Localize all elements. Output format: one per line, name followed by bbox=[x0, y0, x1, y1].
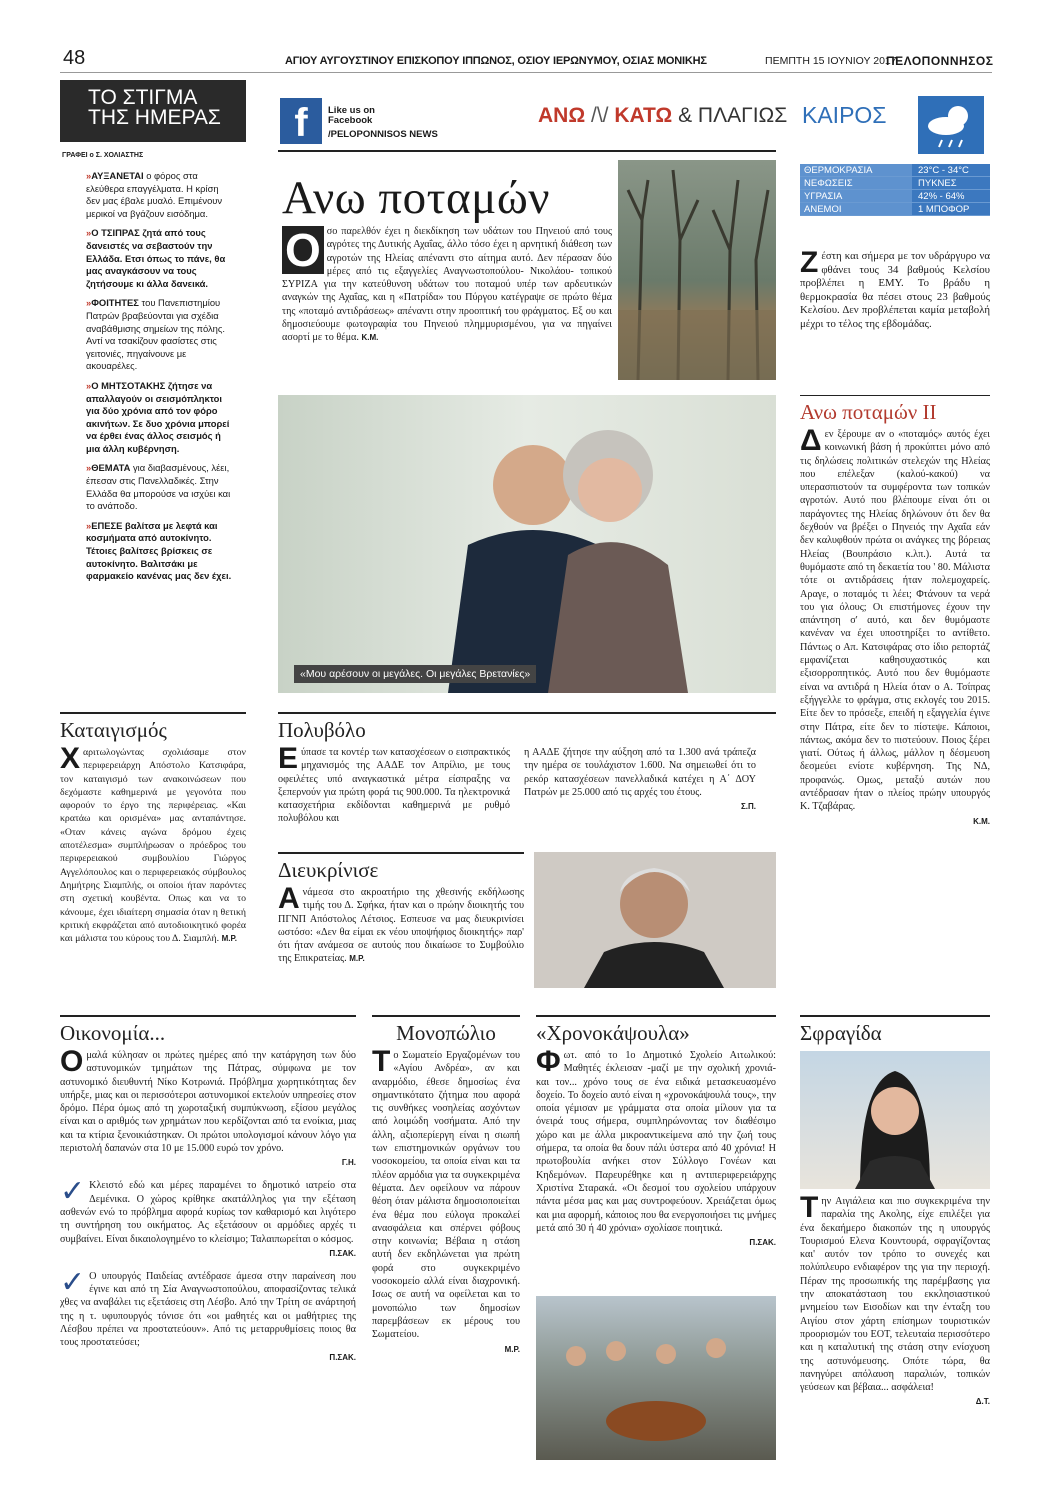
weather-title: ΚΑΙΡΟΣ bbox=[802, 102, 887, 128]
stigma-item-text: βαλίτσα με λεφτά και κοσμήματα από αυτοκίνητο. Τέτοιες βαλίτσες βρίσκεις σε αυτοκίνητο. Βαλιτσάκι με φαρμακείο κανένας μας δεν έχει. bbox=[86, 519, 232, 582]
weather-value: 1 ΜΠΟΦΟΡ bbox=[918, 204, 970, 215]
stigma-item-text: του Πανεπιστημίου Πατρών βραβεύονται για σχέδια αναβάθμισης σημείων της πόλης. Αντί να τσακίζουν φασίστες στις γειτονιές, πηγαίνουνε με ακουαρέλες. bbox=[86, 297, 226, 372]
stigma-item-lead: Ο ΜΗΤΣΟΤΑΚΗΣ bbox=[91, 379, 166, 391]
weather-label: ΥΓΡΑΣΙΑ bbox=[800, 190, 912, 202]
polyvolo-text-1: ύπασε τα κοντέρ των κατασχέσεων ο εισπρακτικός μηχανισμός της ΑΑΔΕ τον Απρίλιο, με τους οφειλέτες υπό αναγκαστικά μέτρα είσπραξης να ξεπερνούν για πρώτη φορά τις 900.000. Τα ηλεκτρονικά κατασχετήρια εκδίδονται καθημερινά με ρυθμό πολυβόλου και bbox=[278, 747, 510, 825]
arrow-icon: » bbox=[86, 519, 92, 531]
main-article bbox=[282, 225, 612, 345]
stigma-item-text: για διαβασμένους, λέει, έπεσαν στις Πανελλαδικές. Στην Ελλάδα θα μπορούσε να ισχύει και το ανάποδο. bbox=[86, 462, 231, 512]
weather-row bbox=[800, 164, 990, 177]
stigma-item-lead: ΑΥΞΑΝΕΤΑΙ bbox=[91, 170, 144, 181]
kataigismos-text: αριτωλογώντας σχολιάσαμε στον περιφερειάρχη Απόστολο Κατσιφάρα, τον καταιγισμό των ανακοινώσεων που δεχόμαστε καθημερινά με γεγονότα που αφορούν το έργο της περιφέρειας. «Και κρατάω και ορισμένα» μας ανταπάντησε. «Οταν κάνεις αγώνα δρόμου έχεις αποτέλεσμα» συμπλήρωσαν ο πρόεδρος του περιφερειακού συμβουλίου Γιώργος Αγγελόπουλος και ο περιφερειακός σύμβουλος Δημήτρης Σιαμπλής, οι οποίοι ήταν παρόντες στη σχετική κουβέντα. Οπως και να το κάνουμε, έχει ιδιαίτερη σημασία όταν η θετική κριτική εκφράζεται από αυτοδιοικητικό φορέα και μάλιστα του κύρους του Δ. Σιαμπλή. bbox=[60, 747, 246, 945]
main-headline: Ανω ποταμών bbox=[282, 172, 551, 224]
oikonomia-comment-2: Ο υπουργός Παιδείας αντέδρασε άμεσα στην παραίνεση που έγινε και από τη Σία Αναγνωστοπούλου, αποφασίζοντας τελικά χθες να αναβάλει τις εξετάσεις στη Λέσβο. Από την Τρίτη σε ανάρτησή της η τ. υφυπουργός τόνισε ότι «οι μαθητές και οι μαθήτριες της Λέσβου πρέπει να προστατεύουν». Από τις μεταρρυθμίσεις ποιος θα τους προστατεύσει; bbox=[60, 1270, 356, 1349]
stigma-item-text: ζήτησε να απαλλαγούν οι σεισμόπληκτοι για δύο χρόνια από τον φόρο ακινήτων. Σε δυο χρόνια μπορεί να έρθει ένας άλλος σεισμός ή μια άλλη κυβέρνηση. bbox=[86, 379, 230, 454]
oikonomia-dropcap: Ο bbox=[60, 1045, 84, 1078]
oikonomia-title: Οικονομία... bbox=[60, 1015, 356, 1045]
oikonomia-comment-1: Κλειστό εδώ και μέρες παραμένει το δημοτικό ιατρείο στα Δεμένικα. Ο χώρος κρίθηκε ακατάλληλος για την εξέταση ασθενών ενώ το πρόβλημα αφορά κυρίως τον καθαρισμό και λιγότερο τη συντήρηση του οικήματος. Ας εξετάσουν οι αρμόδιες αρχές τι συμβαίνει. Είναι δικαιολογημένο το κλείσιμο; Ταλαιπωρείται ο κόσμος. bbox=[60, 1180, 356, 1245]
diefkrinise-text: νάμεσα στο ακροατήριο της χθεσινής εκδήλωσης τιμής του Δ. Σφήκα, ήταν και ο πρώην διοικητής του ΠΓΝΠ Απόστολος Λέτσιος. Εσπευσε να μας διευκρινίσει ωστόσο: «Δεν θα είμαι εκ νέου υποψήφιος διοικητής» παρ' ότι ήταν ανάμεσα σε αυτούς που δικαίωσε το Συμβούλιο της Επικρατείας. bbox=[278, 887, 524, 965]
ano-word: ΑΝΩ bbox=[538, 104, 586, 127]
facebook-promo[interactable] bbox=[328, 106, 438, 140]
sfragida-signature: Δ.Τ. bbox=[975, 1397, 990, 1407]
arrow-icon: » bbox=[86, 379, 92, 391]
stigma-item bbox=[86, 380, 234, 456]
chronokapsoula-dropcap: Φ bbox=[536, 1045, 561, 1078]
sfragida-dropcap: Τ bbox=[800, 1191, 819, 1224]
stigma-item-text: ζητά από τους δανειστές να σεβαστούν την Ελλάδα. Ετσι όπως το πάνε, θα μας αναγκάσουν να τους ζητήσουμε κι άλλα δανεικά. bbox=[86, 227, 226, 289]
weather-row bbox=[800, 177, 990, 190]
arrow-icon: » bbox=[86, 462, 92, 474]
flood-photo bbox=[618, 160, 776, 380]
weather-table bbox=[800, 164, 990, 216]
stigma-item-lead: ΘΕΜΑΤΑ bbox=[91, 462, 131, 474]
weather-header bbox=[800, 100, 990, 156]
oikonomia-comment-2-signature: Π.ΣΑΚ. bbox=[329, 1352, 356, 1362]
facebook-icon[interactable]: f bbox=[280, 98, 322, 144]
diefkrinise-article bbox=[278, 852, 524, 966]
facebook-like-text: Like us on bbox=[328, 105, 375, 116]
weather-value: ΠΥΚΝΕΣ bbox=[918, 178, 957, 189]
sfragida-title: Σφραγίδα bbox=[800, 1015, 990, 1045]
chronokapsoula-text: ωτ. από το 1ο Δημοτικό Σχολείο Αιτωλικού: Μαθητές έκλεισαν -μαζί με την σχολική χρονιά- και τον... χρόνο τους σε ένα ειδικά μετασκευασμένο δοχείο. Το δοχείο αυτό είναι η «χρονοκάψουλά τους», την οποία γέμισαν με γράμματα στα οποία μίλουν για τα όνειρά τους σήμερα, συμπληρώνοντας τον διαθέσιμο χώρο και με άλλα μικροαντικείμενα από την ζωή τους σήμερα, τα οποία θα δουν πάλι ύστερα από 40 χρόνια! Η πρωτοβουλία ανήκει στον Σύλλογο Γονέων και Κηδεμόνων. Παρευρέθηκε και η αντιπεριφερειάρχης Χριστίνα Σταρακά. «Οι δεσμοί του σχολείου υπάρχουν πάντα μέσα μας και μας συντροφεύουν. Χρειάζεται όμως και μια αφορμή, κάποιος που θα ενεργοποιήσει τις μνήμες μετά από 30 ή 40 χρόνια» σχολίασε ποιητικά. bbox=[536, 1050, 776, 1234]
monopolio-article bbox=[372, 1015, 520, 1354]
ano2-article bbox=[800, 395, 990, 826]
weather-label: ΘΕΡΜΟΚΡΑΣΙΑ bbox=[800, 164, 912, 176]
facebook-label: Facebook bbox=[328, 115, 373, 126]
arrow-icon: » bbox=[86, 297, 92, 309]
stigma-item-lead: ΦΟΙΤΗΤΕΣ bbox=[91, 297, 139, 309]
stigma-title-2: ΤΗΣ ΗΜΕΡΑΣ bbox=[88, 106, 221, 129]
diefkrinise-signature: Μ.Ρ. bbox=[349, 954, 365, 964]
weather-body: έστη και σήμερα με τον υδράργυρο να φθάνει τους 34 βαθμούς Κελσίου προβλέπει η ΕΜΥ. Το βράδυ η θερμοκρασία θα πέσει στους 23 βαθμούς Κελσίου. Δεν προβλέπεται καμία μεταβολή μέχρι το τέλος της εβδομάδας. bbox=[800, 250, 990, 330]
page-header bbox=[60, 45, 992, 73]
stigma-item bbox=[86, 170, 234, 220]
main-dropcap: Ο bbox=[282, 226, 324, 274]
oikonomia-comment-1-signature: Π.ΣΑΚ. bbox=[329, 1248, 356, 1258]
weather-row bbox=[800, 203, 990, 216]
monopolio-title: Μονοπώλιο bbox=[372, 1015, 520, 1045]
plagios-word: & ΠΛΑΓΙΩΣ bbox=[678, 104, 788, 127]
page-number: 48 bbox=[63, 47, 86, 69]
weather-dropcap: Ζ bbox=[800, 246, 819, 279]
stigma-item-lead: Ο ΤΣΙΠΡΑΣ bbox=[91, 227, 140, 239]
kataigismos-signature: Μ.Ρ. bbox=[221, 934, 237, 944]
kataigismos-title: Καταιγισμός bbox=[60, 712, 246, 742]
chronokapsoula-article bbox=[536, 1015, 776, 1247]
weather-label: ΝΕΦΩΣΕΙΣ bbox=[800, 177, 912, 189]
polyvolo-text-2: η ΑΑΔΕ ζήτησε την αύξηση από τα 1.300 ανά τράπεζα την ημέρα σε τουλάχιστον 1.600. Να σημειωθεί ότι το ρεκόρ κατασχέσεων πανελλαδικά κατέχει η Α΄ ΔΟΥ Πατρών με 25.000 από τις αρχές του έτους. bbox=[524, 747, 756, 798]
monopolio-signature: Μ.Ρ. bbox=[504, 1344, 520, 1354]
letsios-photo bbox=[534, 852, 776, 988]
checkmark-icon: ✓ bbox=[60, 1174, 86, 1210]
arrow-icon: » bbox=[86, 170, 92, 181]
saints-line: ΑΓΙΟΥ ΑΥΓΟΥΣΤΙΝΟΥ ΕΠΙΣΚΟΠΟΥ ΙΠΠΩΝΟΣ, ΟΣΙΟΥ ΙΕΡΩΝΥΜΟΥ, ΟΣΙΑΣ ΜΟΝΙΚΗΣ bbox=[285, 55, 707, 67]
weather-value: 42% - 64% bbox=[918, 191, 965, 202]
weather-value: 23°C - 34°C bbox=[918, 165, 969, 176]
ano2-text: εν ξέρουμε αν ο «ποταμός» αυτός έχει κοινωνική βάση ή προκύπτει μόνο από τις δηλώσεις πολιτικών στελεχών της Ηλείας που επέλεξαν (καλού-κακού) να υπερασπιστούν τα συμφέροντα των τοπικών αγροτών. Αυτό που βλέπουμε είναι ότι οι παράγοντες της Ηλείας δηλώνουν ότι δεν θα δεχθούν να βρέξει ο Πηνειός την Αχαΐα εάν δεν καλυφθούν πρώτα οι ανάγκες της βόρειας Ηλείας (Βουπράσιο κ.λπ.). Αυτά τα θυμόμαστε από τη δεκαετία του ' 80. Μάλιστα τότε οι αντιδράσεις ήταν πολεμοχαρείς. Αραγε, ο ποταμός τι λέει; Φτάνουν τα νερά του για όλους; Οι επιστήμονες έχουν την απάντηση σ' αυτό, και δεν θυμόμαστε κανέναν να έχει υποστηρίξει το αντίθετο. Πάντως ο Απ. Κατσιφάρας στο ίδιο ρεπορτάζ εμφανίζεται καθησυχαστικός και εξισορροπητικός. Αυτό που δεν θυμόμαστε είναι να αντιδρά η Ηλεία όταν ο Α. Τσίπρας εξήγγελλε το φράγμα, στις εκλογές του 2015. Είτε δεν το πρόσεξε, επειδή η εξαγγελία έγινε στην Πάτρα, είτε δεν το πίστεψε. Κάποιοι, πάντως, ακόμα δεν το πιστεύουν. Ποιος ξέρει γιατί. Ούτως ή άλλως, μάλλον η δέσμευση δεσμεύει ενίοτε κυβέρνηση. Της ΝΔ, προφανώς. Ομως, μεταξύ αυτών που αντέδρασαν ήταν ο πλείος πρώην υπουργός Κ. Τζαβάρας. bbox=[800, 429, 990, 813]
photo-caption: «Μου αρέσουν οι μεγάλες. Οι μεγάλες Βρετανίες» bbox=[294, 665, 536, 683]
monopolio-text: ο Σωματείο Εργαζομένων του «Αγίου Ανδρέα», αν και αναρμόδιο, έθεσε δημοσίως ένα σημαντικότατο ζήτημα που αφορά τις συνθήκες νοσηλείας ασχόντων από λοιμώδη νοσήματα. Από την άλλη, αξιοπερίεργη είναι η σιωπή των επιστημονικών οργάνων του νοσοκομείου, τα οποία είναι και τα πλέον αρμόδια για τα συγκεκριμένα θέματα. Δεν οφείλουν να πάρουν θέση όταν μάλιστα δημοσιοποιείται ένα θέμα που εύλογα προκαλεί ανασφάλεια και σπέρνει φόβους στην κοινωνία; Βέβαια η στάση αυτή δεν εκδηλώνεται για πρώτη φορά στο συγκεκριμένο νοσοκομείο αλλά είναι διαχρονική. Ισως σε αυτή να οφείλεται και το μονοπώλιο των δημοσίων παρεμβάσεων εκ μέρους του Σωματείου. bbox=[372, 1050, 520, 1341]
stigma-item-lead: ΕΠΕΣΕ bbox=[91, 519, 123, 531]
ano2-title: Ανω ποταμών ΙΙ bbox=[800, 395, 990, 424]
stigma-item bbox=[86, 227, 234, 290]
main-text: σο παρελθόν έχει η διεκδίκηση των υδάτων του Πηνειού από τους αγρότες της Δυτικής Αχαΐας, άλλο τόσο έχει η αρνητική διάθεση των αγροτών της Ηλείας απέναντι στο αίτημα αυτό. Δεν πέρασαν δύο μέρες από τις εξαγγελίες Αναγνωστοπούλου- Νικολάου- τοπικού ΣΥΡΙΖΑ για την κατεύθυνση υδάτων του ποταμού υπέρ των αρδευτικών αναγκών της Αχαΐας, και η «Πατρίδα» του Πύργου κατέγραψε σε πρώτο θέμα της «ποταμό αντιδράσεως» απέναντι στην προοπτική του φράγματος. Εξ ου και δημοσιεύουμε φωτογραφία του Πηνειού πλημμυρισμένου, για να πηγαίνει ασορτί με το θέμα. bbox=[282, 226, 612, 344]
weather-row bbox=[800, 190, 990, 203]
diefkrinise-title: Διευκρίνισε bbox=[278, 852, 524, 882]
weather-label: ΑΝΕΜΟΙ bbox=[800, 203, 912, 215]
kataigismos-dropcap: Χ bbox=[60, 742, 81, 775]
weather-text bbox=[800, 246, 990, 331]
sfragida-text: ην Αιγιάλεια και πιο συγκεκριμένα την παραλία της Ακολης, είχε επιλέξει για ένα δεκαήμερο διακοπών της η υπουργός Τουρισμού Ελενα Κουντουρά, σφραγίζοντας και' αυτόν τον τρόπο το συνεχές και πολύπλευρο ενδιαφέρον της για την περιοχή. Πέραν της προσωπικής της παρέμβασης για την αποκατάσταση του εκκλησιαστικού μνημείου των Εισοδίων και την ένταξη του Αιγίου στον χάρτη επίσημων τουριστικών προορισμών του ΕΟΤ, τελευταία περισσότερο και η καταλυτική της στάση στην ενίσχυση της αστυνόμευσης. Οπότε τώρα, θα πανηγύρει απόλαυση παραλιών, τοπικών γεύσεων και βέβαια... ασφάλεια! bbox=[800, 1196, 990, 1394]
oikonomia-signature: Γ.Η. bbox=[341, 1158, 356, 1168]
ano2-dropcap: Δ bbox=[800, 424, 822, 457]
oikonomia-text: μαλά κύλησαν οι πρώτες ημέρες από την κατάργηση των δύο αστυνομικών τμημάτων της Πάτρας, σύμφωνα με τον αστυνομικό διευθυντή Νίκο Κοτρωνιά. Πρόβλημα χωρητικότητας δεν υπήρξε, μιας και οι περισσότεροι αστυνομικοί εκτελούν υπηρεσίες στον δρόμο. Πέρα όμως από τη χωροταξική συμπύκνωση, εξίσου μεγάλος είναι και ο αριθμός των χρημάτων που κερδίζονται από τα ενοίκια, μιας και τα κτίρια ξενοικιάστηκαν. Οι πρώτοι υπολογισμοί κάνουν λόγο για περιστολή δαπανών στα 10 με 15.000 ευρώ τον χρόνο. bbox=[60, 1050, 356, 1155]
ano-kato-heading: ΑΝΩ /\/ ΚΑΤΩ & ΠΛΑΓΙΩΣ bbox=[538, 104, 788, 127]
main-signature: Κ.Μ. bbox=[361, 333, 379, 343]
politicians-photo bbox=[278, 395, 776, 693]
stigma-list bbox=[86, 170, 234, 590]
sfragida-article bbox=[800, 1015, 990, 1406]
monopolio-dropcap: Τ bbox=[372, 1045, 391, 1078]
stigma-item bbox=[86, 520, 234, 583]
polyvolo-signature: Σ.Π. bbox=[740, 802, 756, 812]
polyvolo-title: Πολυβόλο bbox=[278, 712, 776, 742]
stigma-title-box bbox=[60, 80, 246, 142]
minister-photo bbox=[800, 1051, 990, 1189]
arrow-icon: » bbox=[86, 227, 92, 239]
chronokapsoula-title: «Χρονοκάψουλα» bbox=[536, 1015, 776, 1045]
kataigismos-article bbox=[60, 712, 246, 945]
stigma-item-text: ο φόρος στα ελεύθερα επαγγέλματα. Η κρίση δεν μας έβαλε μυαλό. Επιμένουν μερικοί να βγάζουν εισόδημα. bbox=[86, 170, 223, 219]
stigma-item bbox=[86, 462, 234, 512]
issue-date: ΠΕΜΠΤΗ 15 ΙΟΥΝΙΟΥ 2017 bbox=[765, 55, 897, 67]
oikonomia-article bbox=[60, 1015, 356, 1362]
chronokapsoula-signature: Π.ΣΑΚ. bbox=[749, 1238, 776, 1248]
stigma-title-1: ΤΟ ΣΤΙΓΜΑ bbox=[88, 86, 198, 109]
weather-icon bbox=[918, 96, 984, 154]
polyvolo-article bbox=[278, 712, 776, 826]
facebook-page: /PELOPONNISOS NEWS bbox=[328, 129, 438, 140]
ano2-signature: Κ.Μ. bbox=[973, 816, 990, 826]
school-photo bbox=[536, 1296, 776, 1460]
stigma-author: ΓΡΑΦΕΙ ο Σ. ΧΟΛΙΑΣΤΗΣ bbox=[62, 152, 144, 159]
polyvolo-dropcap: Ε bbox=[278, 742, 299, 775]
stigma-item bbox=[86, 297, 234, 373]
kato-word: ΚΑΤΩ bbox=[614, 104, 673, 127]
diefkrinise-dropcap: Α bbox=[278, 882, 300, 915]
masthead: ΠΕΛΟΠΟΝΝΗΣΟΣ bbox=[886, 54, 994, 68]
checkmark-icon: ✓ bbox=[60, 1264, 86, 1300]
